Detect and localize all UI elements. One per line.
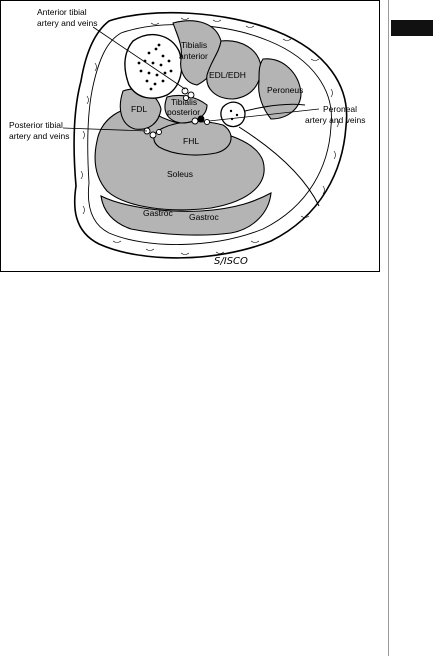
artist-signature: S/ISCO	[214, 256, 248, 267]
edl-ehl-label: EDL/EDH	[209, 70, 246, 80]
tibialis-anterior-label-line2: anterior	[179, 51, 208, 61]
tibialis-anterior-label-line1: Tibialis	[181, 40, 208, 50]
anterior-tibial-label-line1: Anterior tibial	[37, 7, 87, 17]
peroneal-label-line1: Peroneal	[323, 104, 358, 114]
leg-cross-section-illustration	[1, 1, 381, 273]
tibialis-posterior-label-line1: Tibialis	[171, 97, 198, 107]
tibialis-posterior-label-line2: posterior	[167, 107, 201, 117]
fdl-label: FDL	[131, 104, 148, 114]
peroneus-label: Peroneus	[267, 85, 304, 95]
page-side-rule	[388, 0, 389, 656]
chapter-thumb-tab	[391, 20, 433, 36]
tibia-bone	[125, 35, 182, 99]
soleus-label: Soleus	[167, 169, 193, 179]
figure-frame	[0, 0, 380, 272]
gastroc-left-label: Gastroc	[143, 208, 173, 218]
fhl-label: FHL	[183, 136, 200, 146]
anterior-tibial-label-line2: artery and veins	[37, 18, 98, 28]
gastroc-right-label: Gastroc	[189, 212, 219, 222]
posterior-tibial-label-line2: artery and veins	[9, 131, 70, 141]
peroneal-label-line2: artery and veins	[305, 115, 366, 125]
posterior-tibial-label-line1: Posterior tibial	[9, 120, 63, 130]
fibula-bone	[221, 102, 245, 126]
